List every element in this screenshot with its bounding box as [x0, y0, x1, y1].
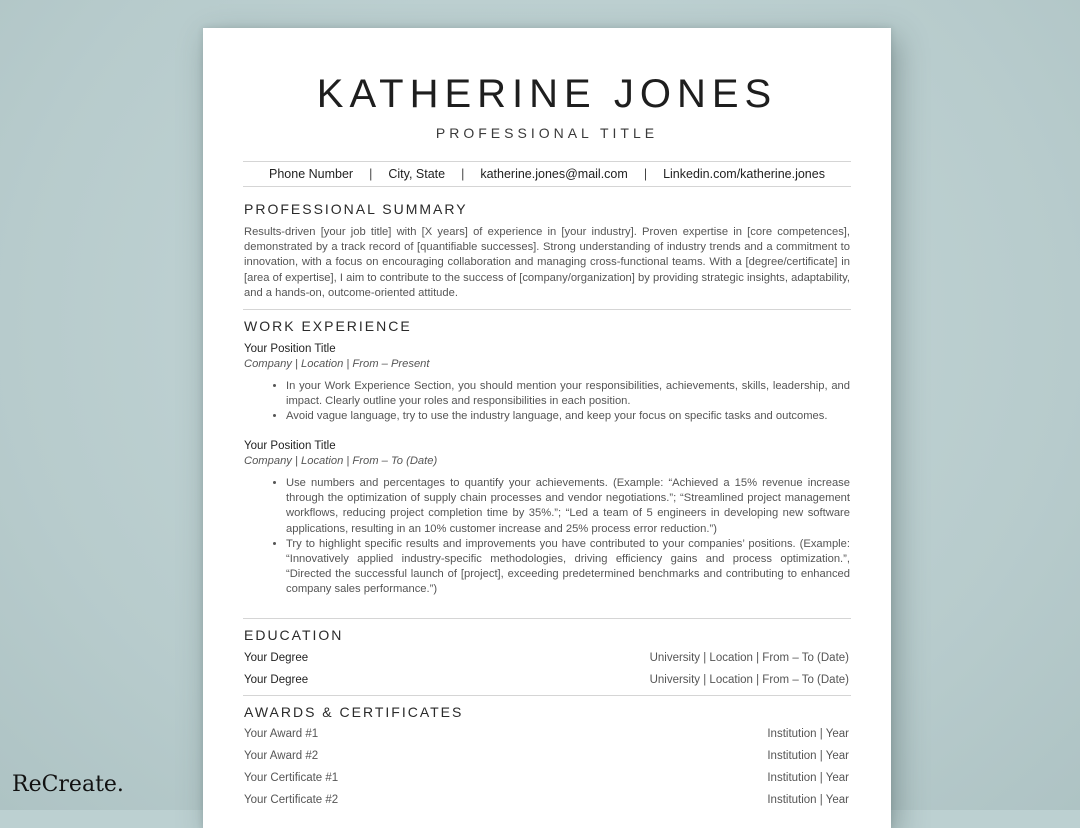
education-detail: University | Location | From – To (Date)	[649, 652, 849, 664]
summary-heading: PROFESSIONAL SUMMARY	[244, 201, 468, 217]
award-row	[244, 794, 849, 806]
contact-email: katherine.jones@mail.com	[480, 167, 628, 181]
award-name: Your Certificate #1	[244, 772, 339, 784]
job-title: Your Position Title	[244, 440, 336, 452]
award-row	[244, 728, 849, 740]
award-detail: Institution | Year	[767, 794, 849, 806]
experience-heading: WORK EXPERIENCE	[244, 318, 412, 334]
contact-bar	[243, 161, 851, 187]
job-bullet: • Use numbers and percentages to quantify your achievements. (Example: “Achieved a 15% revenue increase through the optimization of supply chain processes and vendor negotiations.”; “Streamlined project management workflows, reducing project completion time by 35%.”; “Led a team of 5 engineers in developing new software applications, resulting in an 10% customer increase and 25% process error reduction.”)	[286, 476, 850, 537]
job-title: Your Position Title	[244, 343, 336, 355]
education-row	[244, 652, 849, 664]
job-bullets	[244, 379, 850, 425]
award-row	[244, 772, 849, 784]
contact-phone: Phone Number	[269, 167, 354, 181]
section-divider	[243, 309, 851, 310]
education-degree: Your Degree	[244, 674, 309, 686]
education-row	[244, 674, 849, 686]
summary-text: Results-driven [your job title] with [X years] of experience in [your industry]. Proven expertise in [core competences], demonstrated by a track record of [quantifiable successes]. Strong understanding of industry trends and a commitment to innovation, with a focus on encouraging collaboration and managing cross-functional teams. With a [degree/certificate] in [area of expertise], I aim to contribute to the success of [company/organization] by providing strategic insights, adaptability, and a hands-on, outcome-oriented attitude.	[244, 226, 850, 299]
resume-name: KATHERINE JONES	[316, 72, 778, 116]
job-meta: Company | Location | From – Present	[244, 358, 430, 370]
contact-linkedin: Linkedin.com/katherine.jones	[663, 167, 825, 181]
contact-separator: |	[369, 167, 373, 181]
award-name: Your Certificate #2	[244, 794, 339, 806]
award-detail: Institution | Year	[767, 772, 849, 784]
education-degree: Your Degree	[244, 652, 309, 664]
section-divider	[243, 618, 851, 619]
resume-page	[203, 28, 891, 828]
contact-separator: |	[643, 167, 648, 181]
brand-logo: ReCreate.	[12, 772, 124, 797]
award-name: Your Award #2	[244, 750, 319, 762]
award-row	[244, 750, 849, 762]
award-detail: Institution | Year	[767, 728, 849, 740]
award-name: Your Award #1	[244, 728, 319, 740]
professional-title: PROFESSIONAL TITLE	[435, 125, 659, 141]
education-detail: University | Location | From – To (Date)	[649, 674, 849, 686]
job-bullet: • Avoid vague language, try to use the industry language, and keep your focus on specific tasks and outcomes.	[286, 409, 850, 424]
contact-location: City, State	[388, 167, 446, 181]
contact-separator: |	[461, 167, 465, 181]
job-bullet: • Try to highlight specific results and improvements you have contributed to your companies’ positions. (Example: “Innovatively applied industry-specific methodologies, driving efficiency gains and process optimization.”, “Directed the successful launch of [project], exceeding predetermined benchmarks and contributing to enhanced company sales performance.”)	[286, 537, 850, 598]
job-bullets	[244, 476, 850, 598]
job-bullet: • In your Work Experience Section, you should mention your responsibilities, achievements, skills, leadership, and impact. Clearly outline your roles and responsibilities in each position.	[286, 379, 850, 409]
education-heading: EDUCATION	[244, 627, 344, 643]
award-detail: Institution | Year	[767, 750, 849, 762]
job-meta: Company | Location | From – To (Date)	[244, 455, 438, 467]
section-divider	[243, 695, 851, 696]
awards-heading: AWARDS & CERTIFICATES	[244, 704, 464, 720]
